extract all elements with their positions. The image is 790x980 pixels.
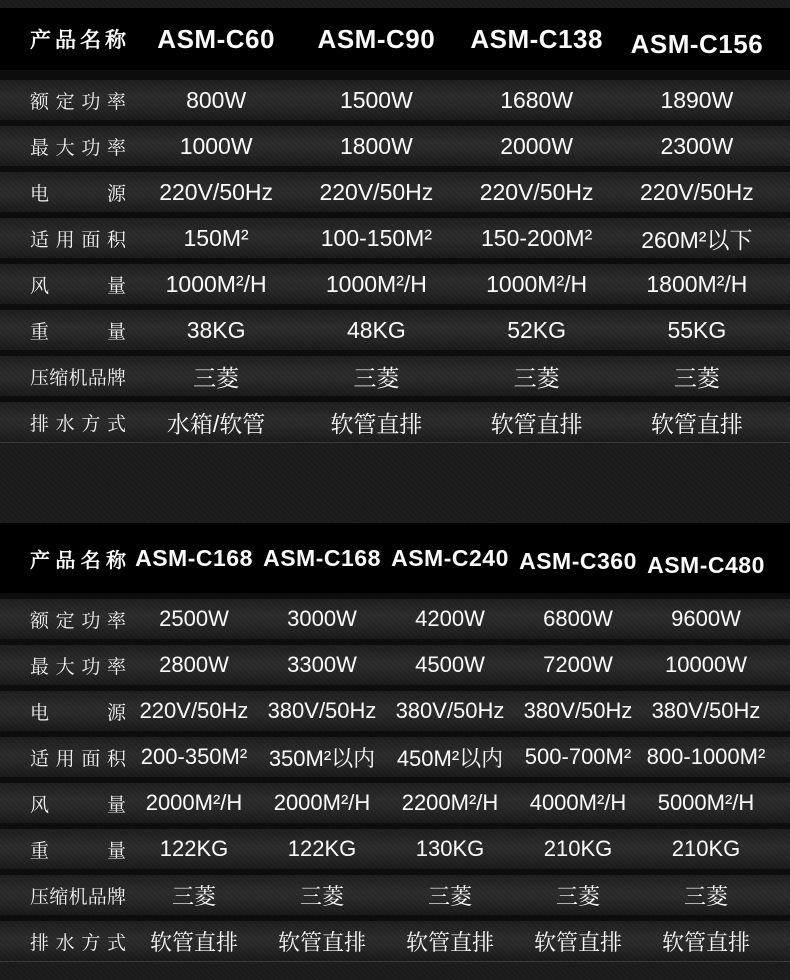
spec-value: 3300W: [287, 652, 357, 677]
spec-value: 500-700M²: [524, 744, 632, 769]
spec-value: 380V/50Hz: [267, 698, 377, 723]
model-name-header: ASM-C360: [519, 547, 637, 574]
spec-value: 220V/50Hz: [479, 178, 594, 205]
spec-value: 软管直排: [490, 410, 583, 437]
spec-row-compressor-brand: [0, 356, 790, 396]
spec-value: 1800W: [339, 132, 413, 159]
spec-row-rated-power: [0, 80, 790, 120]
spec-value: 100-150M²: [320, 224, 432, 251]
spec-value: 150-200M²: [481, 224, 593, 251]
spec-value: 软管直排: [650, 410, 743, 437]
spec-value: 4000M²/H: [529, 790, 627, 815]
product-name-header-cell: 产品名称: [30, 549, 126, 572]
spec-value: 4500W: [415, 652, 485, 677]
table-gap: [0, 443, 790, 523]
spec-value: 1500W: [339, 86, 413, 113]
spec-row-applicable-area: [0, 737, 790, 777]
spec-value: 软管直排: [405, 929, 494, 955]
spec-value: 软管直排: [661, 929, 750, 955]
spec-value: 1800M²/H: [646, 270, 748, 297]
spec-value: 三菱: [513, 364, 560, 391]
spec-value: 200-350M²: [140, 744, 248, 769]
spec-value: 380V/50Hz: [523, 698, 633, 723]
spec-row-drainage: [0, 921, 790, 961]
spec-label: 重量: [30, 840, 126, 862]
spec-label: 额定功率: [30, 91, 126, 113]
spec-value: 48KG: [346, 316, 406, 343]
spec-value: 52KG: [507, 316, 567, 343]
spec-value: 1000M²/H: [165, 270, 267, 297]
spec-row-drainage: [0, 402, 790, 442]
spec-value: 1000W: [179, 132, 253, 159]
spec-row-air-volume: [0, 783, 790, 823]
spec-value: 260M²以下: [641, 226, 753, 253]
spec-row-power-supply: [0, 691, 790, 731]
model-name-header: ASM-C168: [263, 544, 381, 571]
spec-row-applicable-area: [0, 218, 790, 258]
spec-row-max-power: [0, 645, 790, 685]
spec-value: 三菱: [555, 883, 600, 909]
spec-table-large-models: [0, 523, 790, 962]
spec-label: 压缩机品牌: [30, 886, 126, 908]
spec-value: 800-1000M²: [646, 744, 766, 769]
spec-label: 适用面积: [30, 748, 126, 770]
spec-label: 排水方式: [30, 932, 126, 954]
model-name-header: ASM-C168: [135, 544, 253, 571]
spec-value: 三菱: [353, 364, 400, 391]
model-name-header: ASM-C60: [157, 23, 275, 54]
spec-value: 1000M²/H: [325, 270, 427, 297]
spec-value: 1000M²/H: [486, 270, 588, 297]
product-name-header-cell: 产品名称: [30, 29, 126, 52]
spec-value: 2800W: [159, 652, 229, 677]
spec-value: 2500W: [159, 606, 229, 631]
spec-value: 三菱: [683, 883, 728, 909]
spec-value: 210KG: [671, 836, 741, 861]
spec-value: 380V/50Hz: [395, 698, 505, 723]
spec-value: 380V/50Hz: [651, 698, 761, 723]
spec-value: 220V/50Hz: [139, 698, 249, 723]
spec-value: 5000M²/H: [657, 790, 755, 815]
spec-value: 210KG: [543, 836, 613, 861]
model-name-header: ASM-C90: [317, 23, 436, 54]
spec-table-body: [0, 70, 790, 443]
spec-value: 软管直排: [330, 410, 423, 437]
spec-label: 重量: [30, 321, 126, 343]
spec-row-weight: [0, 310, 790, 350]
spec-value: 2200M²/H: [401, 790, 499, 815]
spec-value: 10000W: [665, 652, 747, 677]
spec-row-air-volume: [0, 264, 790, 304]
spec-value: 三菱: [193, 364, 240, 391]
spec-value: 150M²: [183, 224, 249, 251]
spec-value: 800W: [186, 86, 247, 113]
spec-value: 1890W: [660, 86, 734, 113]
spec-label: 压缩机品牌: [30, 367, 126, 389]
spec-label: 最大功率: [30, 656, 126, 678]
spec-value: 55KG: [667, 316, 727, 343]
spec-value: 3000W: [287, 606, 357, 631]
spec-value: 2000M²/H: [273, 790, 371, 815]
spec-table-header: [0, 523, 790, 593]
spec-value: 38KG: [186, 316, 246, 343]
model-name-header: ASM-C480: [647, 551, 765, 578]
spec-label: 最大功率: [30, 137, 126, 159]
spec-value: 三菱: [171, 883, 216, 909]
spec-label: 排水方式: [30, 413, 126, 435]
spec-value: 1680W: [500, 86, 574, 113]
spec-value: 三菱: [673, 364, 720, 391]
spec-value: 2300W: [660, 132, 734, 159]
spec-value: 220V/50Hz: [319, 178, 434, 205]
spec-row-weight: [0, 829, 790, 869]
spec-value: 6800W: [543, 606, 613, 631]
spec-table-header: [0, 8, 790, 70]
spec-label: 适用面积: [30, 229, 126, 251]
spec-label: 风量: [30, 275, 126, 297]
spec-value: 122KG: [287, 836, 357, 861]
spec-value: 2000M²/H: [145, 790, 243, 815]
spec-value: 软管直排: [277, 929, 366, 955]
spec-row-compressor-brand: [0, 875, 790, 915]
spec-value: 7200W: [543, 652, 613, 677]
spec-value: 220V/50Hz: [159, 178, 274, 205]
spec-value: 9600W: [671, 606, 741, 631]
spec-label: 电源: [30, 702, 126, 724]
spec-value: 2000W: [500, 132, 574, 159]
spec-label: 电源: [30, 183, 126, 205]
spec-value: 122KG: [159, 836, 229, 861]
spec-value: 软管直排: [149, 929, 238, 955]
spec-table-small-models: [0, 8, 790, 443]
model-name-header: ASM-C156: [630, 28, 764, 59]
spec-table-body: [0, 593, 790, 962]
spec-value: 4200W: [415, 606, 485, 631]
spec-value: 130KG: [415, 836, 485, 861]
spec-value: 软管直排: [533, 929, 622, 955]
spec-row-max-power: [0, 126, 790, 166]
model-name-header: ASM-C240: [391, 544, 509, 571]
spec-label: 额定功率: [30, 610, 126, 632]
spec-value: 水箱/软管: [166, 410, 266, 437]
spec-row-rated-power: [0, 599, 790, 639]
spec-value: 350M²以内: [268, 745, 376, 771]
spec-value: 450M²以内: [396, 745, 504, 771]
model-name-header: ASM-C138: [470, 23, 603, 54]
spec-value: 三菱: [299, 883, 344, 909]
spec-value: 220V/50Hz: [639, 178, 754, 205]
spec-label: 风量: [30, 794, 126, 816]
spec-value: 三菱: [427, 883, 472, 909]
spec-row-power-supply: [0, 172, 790, 212]
